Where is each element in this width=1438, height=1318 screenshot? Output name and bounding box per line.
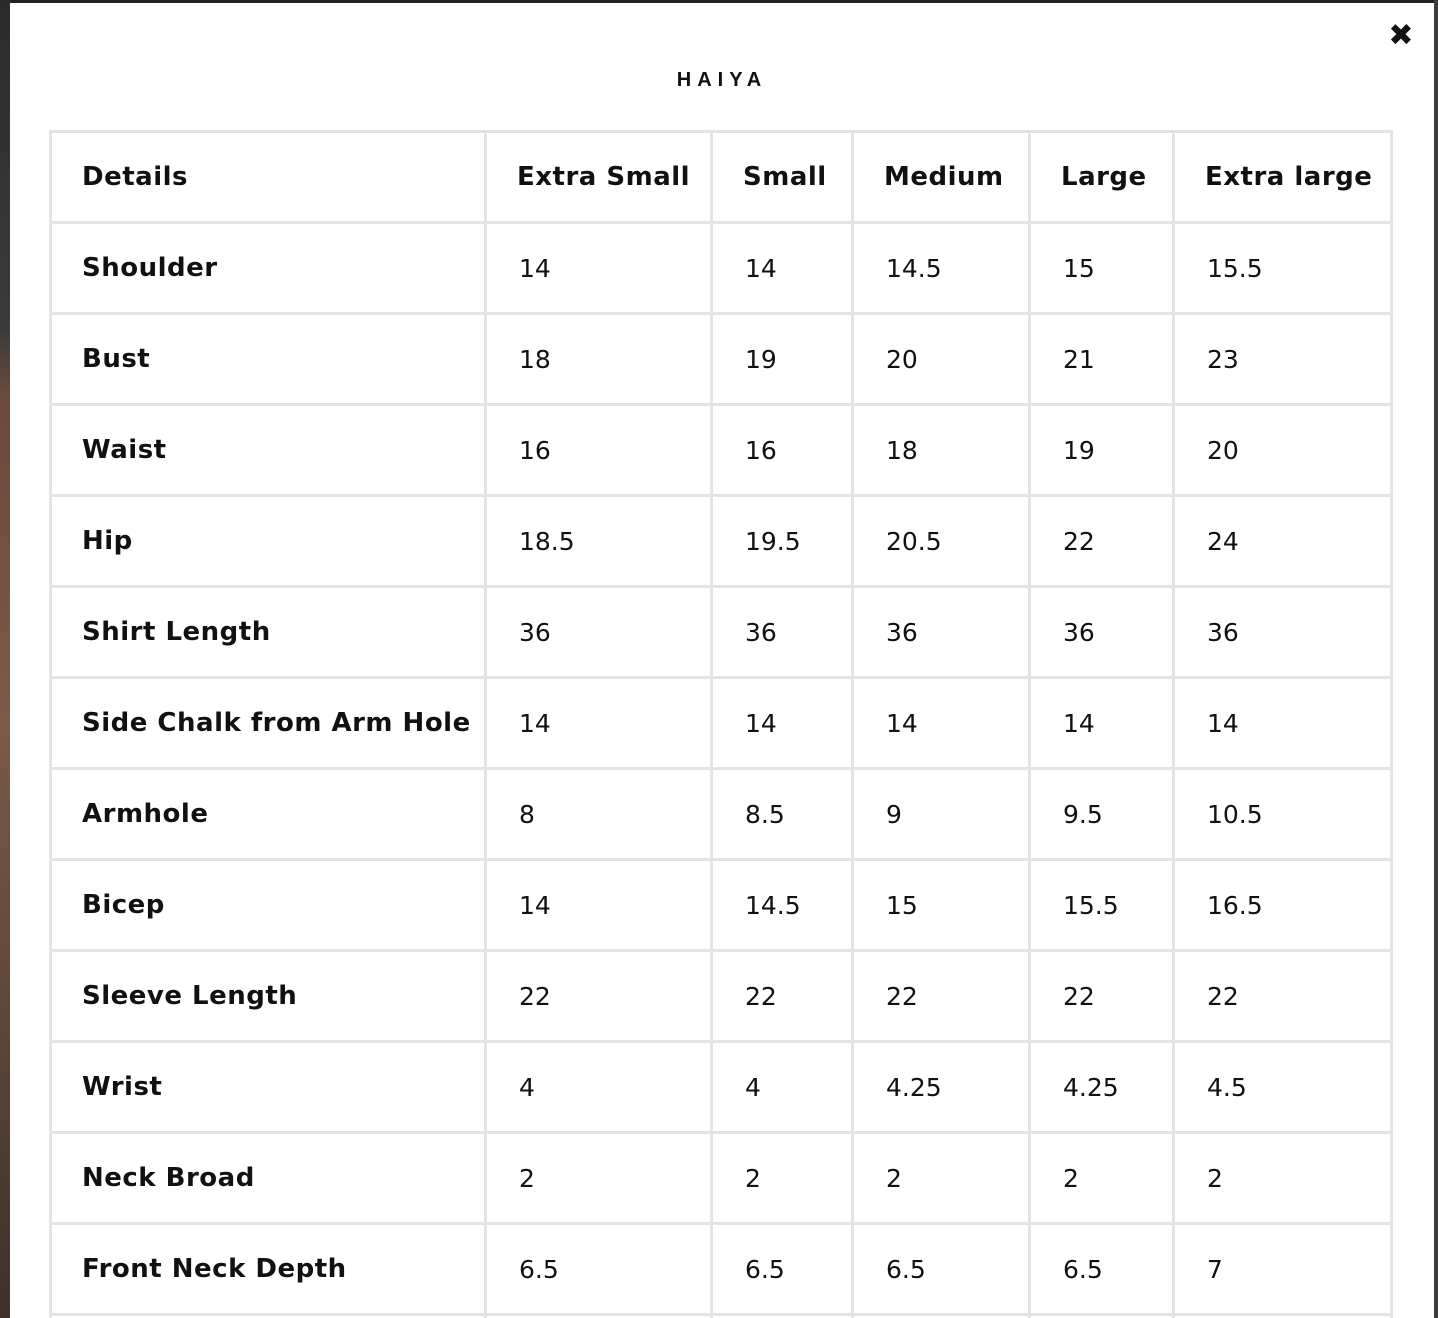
size-value-cell: 22 [854,952,1028,1040]
page-backdrop [0,0,10,1318]
size-value-cell: 20 [1175,406,1390,494]
size-value-cell: 24 [1175,497,1390,585]
size-value-cell: 18.5 [487,497,710,585]
row-label: Bust [52,315,484,403]
size-value-cell: 22 [1031,952,1172,1040]
size-value-cell: 2 [1175,1134,1390,1222]
table-row [52,679,1390,767]
size-value-cell: 10.5 [1175,770,1390,858]
size-value-cell: 22 [1031,497,1172,585]
size-value-cell: 20 [854,315,1028,403]
size-value-cell: 14 [487,224,710,312]
size-value-cell: 22 [713,952,851,1040]
size-value-cell: 4.5 [1175,1043,1390,1131]
size-value-cell: 14.5 [713,861,851,949]
table-row [52,497,1390,585]
size-value-cell: 15.5 [1175,224,1390,312]
table-row [52,1225,1390,1313]
row-label: Bicep [52,861,484,949]
row-label: Front Neck Depth [52,1225,484,1313]
table-header-row [52,133,1390,221]
size-value-cell: 20.5 [854,497,1028,585]
size-value-cell: 14 [854,679,1028,767]
size-value-cell: 22 [487,952,710,1040]
table-row [52,1134,1390,1222]
header-medium: Medium [854,133,1028,221]
row-label: Hip [52,497,484,585]
size-value-cell: 8.5 [713,770,851,858]
size-value-cell: 23 [1175,315,1390,403]
size-value-cell: 14 [487,679,710,767]
page-backdrop-right [1434,0,1438,1318]
close-icon: ✖ [1388,18,1414,53]
row-label: Neck Broad [52,1134,484,1222]
size-value-cell: 6.5 [713,1225,851,1313]
size-value-cell: 36 [854,588,1028,676]
size-value-cell: 4.25 [854,1043,1028,1131]
size-chart-body [52,224,1390,1318]
row-label: Shoulder [52,224,484,312]
size-value-cell: 9 [854,770,1028,858]
table-row [52,406,1390,494]
size-value-cell: 7 [1175,1225,1390,1313]
row-label: Waist [52,406,484,494]
size-value-cell: 2 [713,1134,851,1222]
size-value-cell: 36 [713,588,851,676]
size-value-cell: 4 [487,1043,710,1131]
header-extra-large: Extra large [1175,133,1390,221]
size-value-cell: 14 [1031,679,1172,767]
size-value-cell: 14 [713,679,851,767]
table-row [52,224,1390,312]
size-value-cell: 16 [713,406,851,494]
row-label: Shirt Length [52,588,484,676]
size-value-cell: 15 [1031,224,1172,312]
size-value-cell: 14 [713,224,851,312]
header-details: Details [52,133,484,221]
size-value-cell: 19 [713,315,851,403]
size-value-cell: 19 [1031,406,1172,494]
size-value-cell: 19.5 [713,497,851,585]
row-label: Side Chalk from Arm Hole [52,679,484,767]
size-value-cell: 6.5 [487,1225,710,1313]
size-value-cell: 4.25 [1031,1043,1172,1131]
table-row [52,770,1390,858]
size-value-cell: 36 [1175,588,1390,676]
table-row [52,861,1390,949]
header-extra-small: Extra Small [487,133,710,221]
size-value-cell: 2 [854,1134,1028,1222]
close-button[interactable] [1386,18,1416,53]
table-row [52,315,1390,403]
size-value-cell: 18 [854,406,1028,494]
size-value-cell: 9.5 [1031,770,1172,858]
row-label: Sleeve Length [52,952,484,1040]
size-chart-table [49,130,1393,1318]
size-value-cell: 18 [487,315,710,403]
header-large: Large [1031,133,1172,221]
size-value-cell: 4 [713,1043,851,1131]
size-value-cell: 21 [1031,315,1172,403]
size-value-cell: 22 [1175,952,1390,1040]
table-row [52,588,1390,676]
row-label: Armhole [52,770,484,858]
size-value-cell: 16.5 [1175,861,1390,949]
size-value-cell: 2 [1031,1134,1172,1222]
size-value-cell: 2 [487,1134,710,1222]
size-value-cell: 6.5 [1031,1225,1172,1313]
table-row [52,1043,1390,1131]
size-value-cell: 14 [1175,679,1390,767]
size-value-cell: 14.5 [854,224,1028,312]
brand-title: HAIYA [676,69,768,91]
size-value-cell: 8 [487,770,710,858]
size-value-cell: 6.5 [854,1225,1028,1313]
size-value-cell: 36 [1031,588,1172,676]
size-value-cell: 16 [487,406,710,494]
table-row [52,952,1390,1040]
header-small: Small [713,133,851,221]
size-value-cell: 15.5 [1031,861,1172,949]
size-value-cell: 36 [487,588,710,676]
size-chart-modal [10,3,1434,1318]
row-label: Wrist [52,1043,484,1131]
size-value-cell: 14 [487,861,710,949]
size-value-cell: 15 [854,861,1028,949]
